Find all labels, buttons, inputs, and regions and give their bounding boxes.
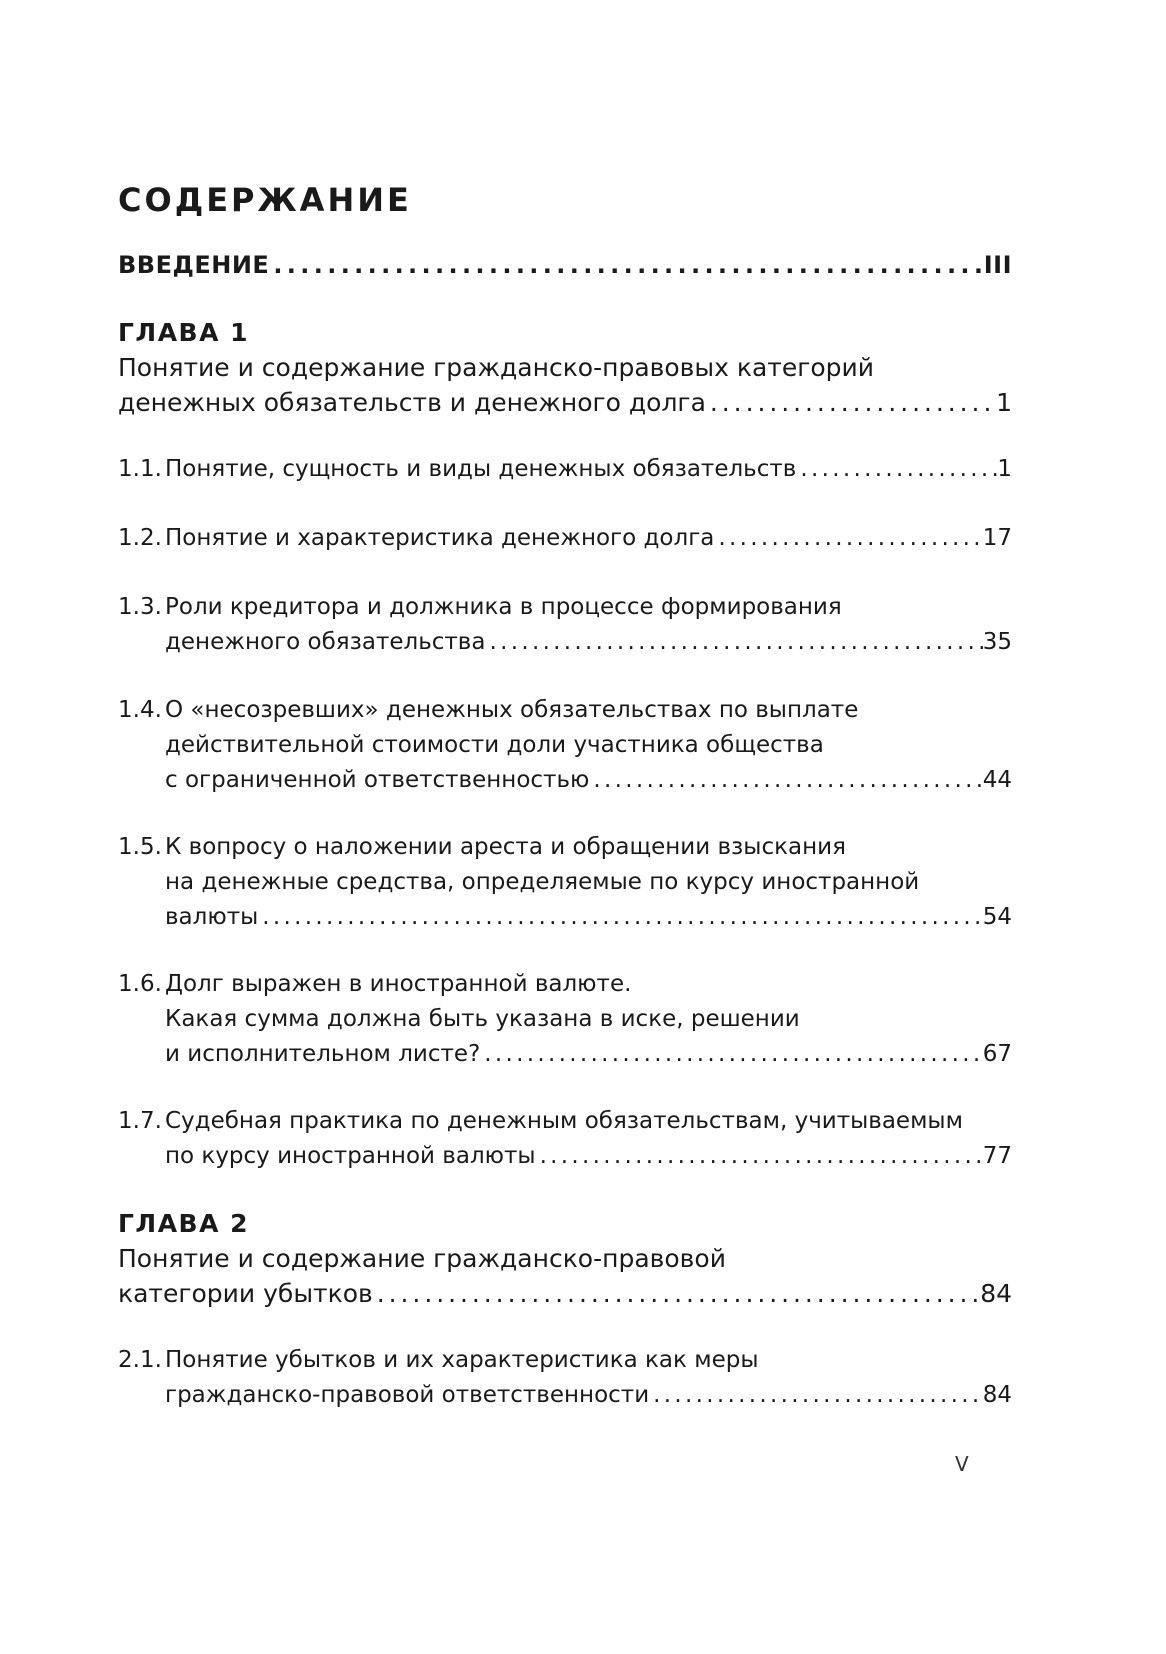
section-title-line: на денежные средства, определяемые по курсу иностранной xyxy=(165,869,920,895)
toc-line xyxy=(118,248,1012,283)
section-number: 1.3. xyxy=(118,594,162,620)
toc-line xyxy=(118,900,1012,935)
toc-section-1-5[interactable] xyxy=(118,830,1012,935)
section-title-line: по курсу иностранной валюты xyxy=(165,1143,536,1169)
toc-line xyxy=(118,865,1012,900)
section-title-line: действительной стоимости доли участника общества xyxy=(165,732,824,758)
dot-leader xyxy=(706,385,996,420)
dot-leader xyxy=(796,452,997,487)
toc-line xyxy=(118,1139,1012,1174)
toc-line xyxy=(118,625,1012,660)
section-title-line: Понятие, сущность и виды денежных обязательств xyxy=(165,456,797,482)
section-title-line: Понятие и характеристика денежного долга xyxy=(165,525,715,551)
toc-entry-intro[interactable] xyxy=(118,248,1012,283)
page-number: 44 xyxy=(982,767,1012,793)
chapter-title-line: Понятие и содержание гражданско-правовой xyxy=(118,1244,726,1273)
toc-section-1-1[interactable] xyxy=(118,452,1012,487)
toc-line xyxy=(118,1276,1012,1311)
toc-line xyxy=(118,728,1012,763)
section-number: 1.6. xyxy=(118,971,162,997)
page-number: 84 xyxy=(980,1279,1012,1308)
toc-line xyxy=(118,1037,1012,1072)
toc-line xyxy=(118,1343,1012,1378)
chapter-label: ГЛАВА 2 xyxy=(118,1209,250,1238)
dot-leader xyxy=(589,763,982,798)
section-title-line: гражданско-правовой ответственности xyxy=(165,1382,650,1408)
toc-line xyxy=(118,1378,1012,1413)
section-number: 1.4. xyxy=(118,697,162,723)
section-number: 1.7. xyxy=(118,1108,162,1134)
page-title: СОДЕРЖАНИЕ xyxy=(118,181,412,219)
page-number: 67 xyxy=(982,1041,1012,1067)
toc-section-1-7[interactable] xyxy=(118,1104,1012,1174)
toc-page xyxy=(118,0,1012,1654)
section-title-line: Понятие убытков и их характеристика как меры xyxy=(165,1347,759,1373)
page-number: 35 xyxy=(982,629,1012,655)
section-title-line: К вопросу о наложении ареста и обращении взыскания xyxy=(165,834,846,860)
chapter-title-line: Понятие и содержание гражданско-правовых категорий xyxy=(118,353,875,382)
section-title-line: Судебная практика по денежным обязательствам, учитываемым xyxy=(165,1108,963,1134)
page-number: 17 xyxy=(982,525,1012,551)
section-title-line: Роли кредитора и должника в процессе формирования xyxy=(165,594,842,620)
dot-leader xyxy=(485,625,982,660)
section-number: 2.1. xyxy=(118,1347,162,1373)
page-number: 77 xyxy=(982,1143,1012,1169)
toc-line xyxy=(118,693,1012,728)
toc-line xyxy=(118,1104,1012,1139)
section-number: 1.2. xyxy=(118,525,162,551)
toc-section-1-3[interactable] xyxy=(118,590,1012,660)
dot-leader xyxy=(649,1378,983,1413)
page-number: III xyxy=(983,251,1012,279)
toc-line xyxy=(118,1002,1012,1037)
toc-line xyxy=(118,452,1012,487)
section-number: 1.1. xyxy=(118,456,162,482)
section-title-line: денежного обязательства xyxy=(165,629,486,655)
dot-leader xyxy=(373,1276,980,1311)
page-number: 1 xyxy=(996,388,1012,417)
page-number: 84 xyxy=(982,1382,1012,1408)
page-number: 54 xyxy=(982,904,1012,930)
chapter-title-line: денежных обязательств и денежного долга xyxy=(118,388,706,417)
toc-line xyxy=(118,1241,1012,1276)
dot-leader xyxy=(480,1037,982,1072)
dot-leader xyxy=(536,1139,983,1174)
toc-section-1-4[interactable] xyxy=(118,693,1012,798)
section-title-line: Долг выражен в иностранной валюте. xyxy=(165,971,632,997)
toc-chapter-2[interactable] xyxy=(118,1206,1012,1311)
toc-line xyxy=(118,385,1012,420)
dot-leader xyxy=(258,900,982,935)
page-folio: V xyxy=(955,1452,969,1476)
chapter-label: ГЛАВА 1 xyxy=(118,318,250,347)
toc-entry-label: ВВЕДЕНИЕ xyxy=(118,251,270,279)
section-number: 1.5. xyxy=(118,834,162,860)
toc-line xyxy=(118,521,1012,556)
toc-section-2-1[interactable] xyxy=(118,1343,1012,1413)
toc-line xyxy=(118,590,1012,625)
dot-leader xyxy=(269,248,983,283)
toc-line xyxy=(118,763,1012,798)
section-title-line: Какая сумма должна быть указана в иске, решении xyxy=(165,1006,800,1032)
toc-line xyxy=(118,967,1012,1002)
section-title-line: О «несозревших» денежных обязательствах по выплате xyxy=(165,697,859,723)
toc-section-1-2[interactable] xyxy=(118,521,1012,556)
chapter-title-line: категории убытков xyxy=(118,1279,373,1308)
toc-chapter-1[interactable] xyxy=(118,315,1012,420)
toc-section-1-6[interactable] xyxy=(118,967,1012,1072)
section-title-line: с ограниченной ответственностью xyxy=(165,767,590,793)
toc-line xyxy=(118,830,1012,865)
dot-leader xyxy=(714,521,982,556)
section-title-line: и исполнительном листе? xyxy=(165,1041,481,1067)
page-number: 1 xyxy=(997,456,1012,482)
toc-line xyxy=(118,350,1012,385)
section-title-line: валюты xyxy=(165,904,259,930)
